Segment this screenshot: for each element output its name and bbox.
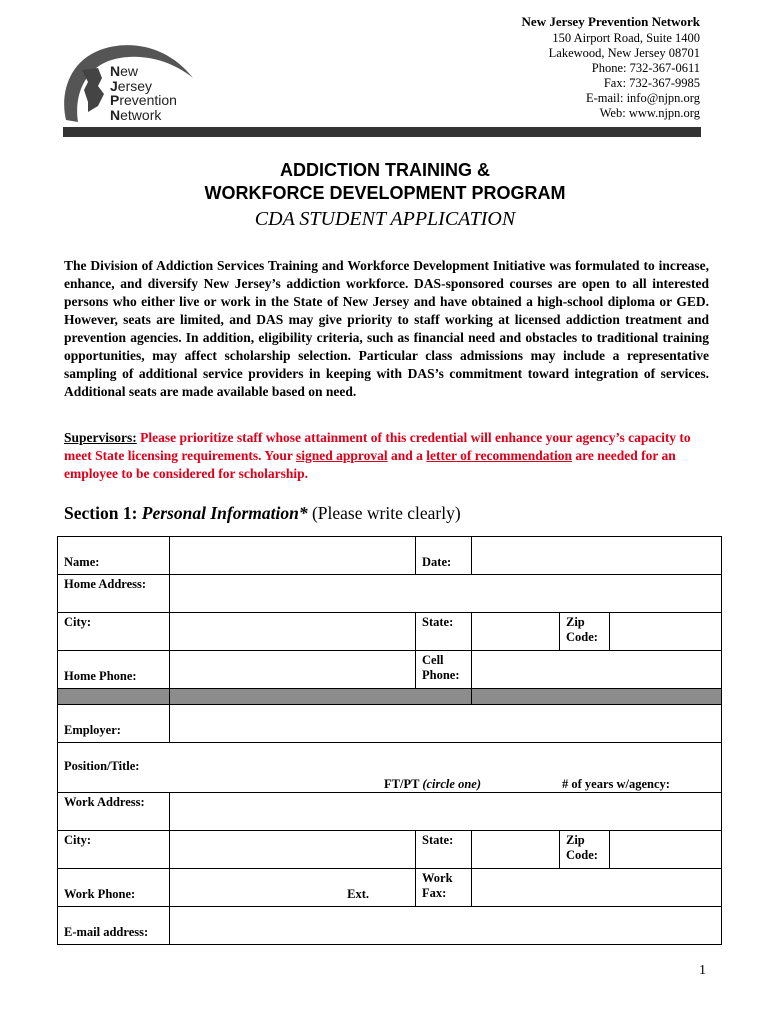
section-heading: Section 1: Personal Information* (Please write clearly) <box>64 503 461 523</box>
work-city-label: City: <box>58 831 170 869</box>
signed-approval: signed approval <box>295 448 388 463</box>
address-line-1: 150 Airport Road, Suite 1400 <box>552 31 700 45</box>
home-zip-field[interactable] <box>610 613 722 651</box>
home-address-field[interactable] <box>170 575 722 613</box>
work-city-field[interactable] <box>170 831 416 869</box>
supervisors-label: Supervisors: <box>64 430 137 445</box>
work-phone-label: Work Phone: <box>58 869 170 907</box>
work-address-field[interactable] <box>170 793 722 831</box>
years-label: # of years w/agency: <box>562 777 670 791</box>
home-city-field[interactable] <box>170 613 416 651</box>
email: E-mail: info@njpn.org <box>585 91 700 105</box>
letter-of-recommendation: letter of recommendation <box>426 448 573 463</box>
home-phone-label: Home Phone: <box>58 651 170 689</box>
work-fax-field[interactable] <box>472 869 722 907</box>
date-field[interactable] <box>472 537 722 575</box>
separator-cell <box>472 689 722 705</box>
ftpt-label: FT/PT (circle one) <box>384 777 481 791</box>
header-rule <box>63 127 701 137</box>
logo-text: New Jersey Prevention Network <box>110 63 177 123</box>
email-field[interactable] <box>170 907 722 945</box>
employer-field[interactable] <box>170 705 722 743</box>
address-line-2: Lakewood, New Jersey 08701 <box>548 46 700 60</box>
home-city-label: City: <box>58 613 170 651</box>
separator-cell <box>170 689 472 705</box>
home-state-label: State: <box>416 613 472 651</box>
org-name: New Jersey Prevention Network <box>521 14 700 29</box>
name-label: Name: <box>58 537 170 575</box>
supervisors-note: Supervisors: Please prioritize staff whose attainment of this credential will enhance your agency’s capacity to meet State licensing requirements. Your signed approval and a letter of recommendation are needed for an employee to be considered for scholarship. <box>64 430 691 481</box>
position-row[interactable] <box>58 743 722 793</box>
work-address-label: Work Address: <box>58 793 170 831</box>
page-subtitle: CDA STUDENT APPLICATION <box>254 208 516 230</box>
intro-paragraph: The Division of Addiction Services Training and Workforce Development Initiative was formulated to increase, enhance, and diversify New Jersey’s addiction workforce. DAS-sponsored courses are open to all interested persons who either live or work in the State of New Jersey and have obtained a high-school diploma or GED. However, seats are limited, and DAS may give priority to staff working at licensed addiction treatment and prevention agencies. In addition, eligibility criteria, such as financial need and obstacles to traditional training opportunities, may affect scholarship selection. Particular class admissions may include a representative sampling of additional service providers in keeping with DAS’s commitment toward integration of services. Additional seats are made available based on need. <box>64 258 709 399</box>
name-field[interactable] <box>170 537 416 575</box>
fax: Fax: 732-367-9985 <box>603 76 700 90</box>
employer-label: Employer: <box>58 705 170 743</box>
email-label: E-mail address: <box>58 907 170 945</box>
personal-info-form <box>57 536 722 945</box>
web: Web: www.njpn.org <box>599 106 700 120</box>
home-state-field[interactable] <box>472 613 560 651</box>
work-phone-field[interactable] <box>170 869 416 907</box>
contact-block <box>522 14 700 121</box>
ext-label: Ext. <box>347 887 369 901</box>
home-address-label: Home Address: <box>58 575 170 613</box>
phone: Phone: 732-367-0611 <box>591 61 700 75</box>
page-title: ADDICTION TRAINING & WORKFORCE DEVELOPMENT PROGRAM <box>204 160 566 203</box>
home-phone-field[interactable] <box>170 651 416 689</box>
home-zip-label: Zip Code: <box>560 613 610 651</box>
work-zip-field[interactable] <box>610 831 722 869</box>
cell-phone-field[interactable] <box>472 651 722 689</box>
date-label: Date: <box>416 537 472 575</box>
work-state-label: State: <box>416 831 472 869</box>
work-fax-label: Work Fax: <box>416 869 472 907</box>
separator-cell <box>58 689 170 705</box>
njpn-logo <box>58 40 208 126</box>
work-state-field[interactable] <box>472 831 560 869</box>
cell-phone-label: Cell Phone: <box>416 651 472 689</box>
page-number: 1 <box>699 963 706 978</box>
position-label: Position/Title: <box>64 759 140 773</box>
work-zip-label: Zip Code: <box>560 831 610 869</box>
